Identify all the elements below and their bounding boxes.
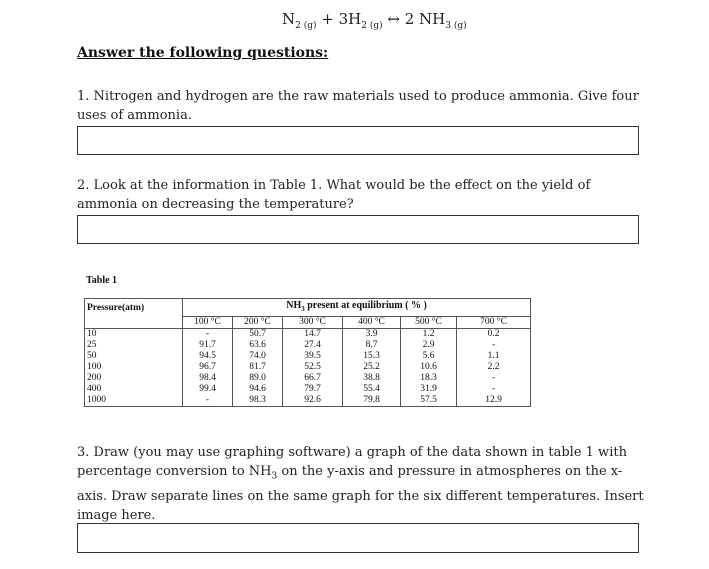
- percent-cell: -: [183, 395, 233, 407]
- pressure-cell: 10: [85, 329, 183, 341]
- percent-cell: 15.3: [343, 351, 401, 362]
- percent-cell: 79.8: [343, 395, 401, 407]
- pressure-cell: 50: [85, 351, 183, 362]
- percent-cell: 94.6: [233, 384, 283, 395]
- question-2: 2. Look at the information in Table 1. What would be the effect on the yield of ammonia on decreasing the temperature?: [77, 178, 591, 212]
- table-row: [85, 373, 531, 384]
- percent-cell: 74.0: [233, 351, 283, 362]
- pressure-cell: 200: [85, 373, 183, 384]
- percent-cell: 55.4: [343, 384, 401, 395]
- percent-cell: 66.7: [283, 373, 343, 384]
- temperature-header: 400 °C: [343, 317, 401, 329]
- percent-cell: 5.6: [401, 351, 457, 362]
- percent-cell: 3.9: [343, 329, 401, 341]
- percent-cell: 38.8: [343, 373, 401, 384]
- table-row: [85, 384, 531, 395]
- table-row: [85, 329, 531, 341]
- equilibrium-table: [84, 298, 530, 407]
- percent-cell: 27.4: [283, 340, 343, 351]
- percent-cell: -: [183, 329, 233, 341]
- reaction-equation: $N_{2 (g)} + 3H_{2 (g)}$ ↔ 2 $NH_{3 (g)}$: [282, 10, 467, 31]
- percent-cell: 39.5: [283, 351, 343, 362]
- percent-cell: 63.6: [233, 340, 283, 351]
- percent-cell: 89.0: [233, 373, 283, 384]
- percent-cell: -: [457, 384, 531, 395]
- question-1: 1. Nitrogen and hydrogen are the raw materials used to produce ammonia. Give four uses of ammonia.: [77, 89, 639, 123]
- temperature-header: 100 °C: [183, 317, 233, 329]
- percent-cell: 14.7: [283, 329, 343, 341]
- percent-cell: 79.7: [283, 384, 343, 395]
- percent-cell: 81.7: [233, 362, 283, 373]
- percent-cell: 18.3: [401, 373, 457, 384]
- percent-cell: -: [457, 340, 531, 351]
- percent-cell: 99.4: [183, 384, 233, 395]
- pressure-cell: 100: [85, 362, 183, 373]
- pressure-cell: 400: [85, 384, 183, 395]
- percent-cell: 96.7: [183, 362, 233, 373]
- percent-cell: 31.9: [401, 384, 457, 395]
- table-row: [85, 340, 531, 351]
- table-caption: Table 1: [86, 275, 118, 286]
- percent-cell: 98.3: [233, 395, 283, 407]
- pressure-header: Pressure(atm): [85, 299, 183, 317]
- table-row: [85, 395, 531, 407]
- percent-cell: 12.9: [457, 395, 531, 407]
- percent-cell: 8.7: [343, 340, 401, 351]
- percent-cell: 0.2: [457, 329, 531, 341]
- percent-cell: 91.7: [183, 340, 233, 351]
- pressure-cell: 1000: [85, 395, 183, 407]
- percent-cell: 50.7: [233, 329, 283, 341]
- temperature-header: 700 °C: [457, 317, 531, 329]
- question-3: 3. Draw (you may use graphing software) a graph of the data shown in table 1 with percentage conversion to $NH_3$ on the y-axis and pressure in atmospheres on the x-axis. Draw separate lines on the same graph for the six different temperatures. Insert image here.: [77, 445, 644, 523]
- pressure-cell: 25: [85, 340, 183, 351]
- table-row: [85, 362, 531, 373]
- percent-cell: 92.6: [283, 395, 343, 407]
- percent-cell: 25.2: [343, 362, 401, 373]
- temperature-header: 500 °C: [401, 317, 457, 329]
- table-row: [85, 351, 531, 362]
- percent-cell: 1.2: [401, 329, 457, 341]
- answer-box-1[interactable]: [77, 126, 639, 155]
- percent-cell: 94.5: [183, 351, 233, 362]
- temperature-header: 200 °C: [233, 317, 283, 329]
- nh3-percent-header: $NH_3$ present at equilibrium ( % ): [183, 299, 531, 317]
- percent-cell: 1.1: [457, 351, 531, 362]
- percent-cell: 52.5: [283, 362, 343, 373]
- percent-cell: 2.9: [401, 340, 457, 351]
- percent-cell: 10.6: [401, 362, 457, 373]
- percent-cell: 98.4: [183, 373, 233, 384]
- percent-cell: 2.2: [457, 362, 531, 373]
- temperature-header: 300 °C: [283, 317, 343, 329]
- percent-cell: 57.5: [401, 395, 457, 407]
- section-heading: Answer the following questions:: [77, 45, 329, 61]
- answer-box-2[interactable]: [77, 215, 639, 244]
- percent-cell: -: [457, 373, 531, 384]
- answer-box-3[interactable]: [77, 523, 639, 553]
